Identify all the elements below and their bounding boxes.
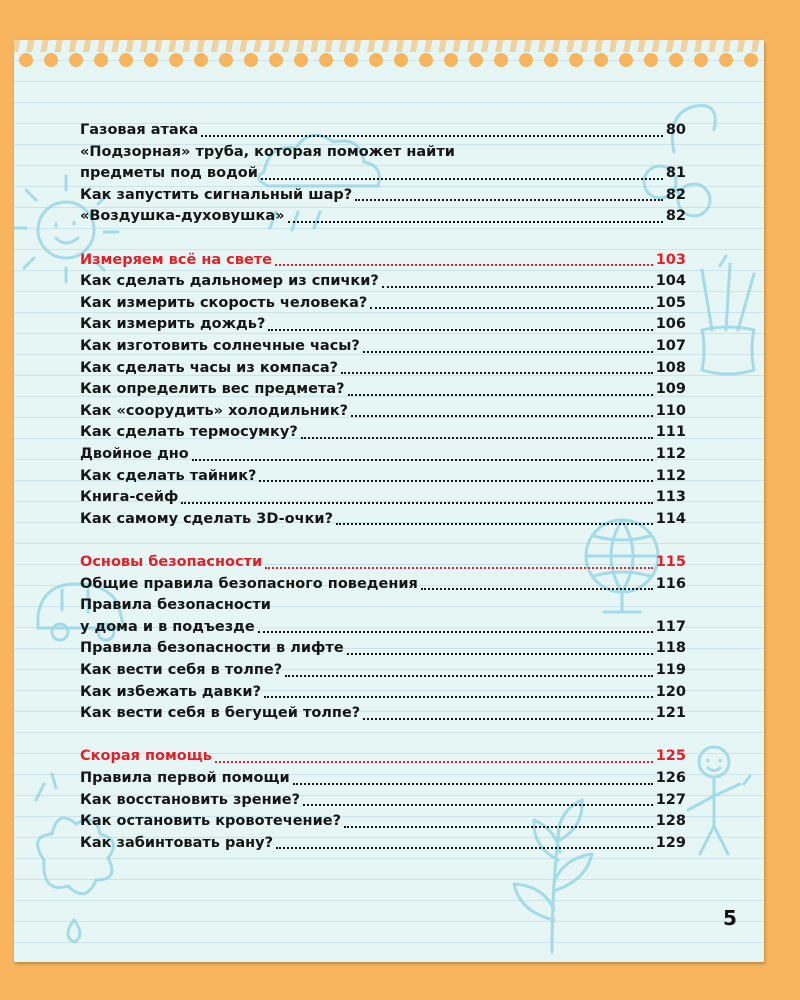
toc-leader-dots [276, 847, 653, 849]
toc-entry-page: 117 [655, 618, 686, 635]
toc-entry-page: 119 [655, 662, 686, 678]
toc-leader-dots [370, 307, 652, 309]
toc-leader-dots [293, 783, 653, 785]
toc-entry-title: Как сделать тайник? [80, 467, 257, 484]
toc-entry-title: «Воздушка-духовушка» [80, 208, 285, 225]
toc-leader-dots [268, 329, 652, 331]
toc-entry-title: Газовая атака [80, 122, 199, 138]
toc-leader-dots [275, 264, 653, 266]
toc-entry-title: Как вести себя в толпе? [80, 662, 283, 678]
toc-entry-page: 104 [655, 273, 686, 290]
toc-entry-page: 105 [655, 294, 686, 311]
toc-entry[interactable] [80, 790, 686, 811]
toc-leader-dots [421, 588, 653, 590]
toc-entry[interactable] [80, 509, 686, 530]
toc-section-title: Основы безопасности [80, 554, 263, 570]
toc-entry-title: Общие правила безопасного поведения [80, 575, 418, 592]
toc-leader-dots [336, 523, 653, 525]
toc-section-heading[interactable] [80, 250, 686, 271]
toc-section-title: Скорая помощь [80, 748, 212, 765]
toc-entry-page: 116 [655, 575, 686, 592]
toc-entry[interactable] [80, 314, 686, 335]
toc-leader-dots [303, 804, 653, 806]
toc-entry-page: 113 [655, 489, 686, 506]
toc-entry-page: 120 [655, 683, 686, 700]
toc-entry-page: 118 [655, 640, 686, 657]
toc-entry-title: Как сделать дальномер из спички? [80, 273, 379, 290]
toc-leader-dots [181, 502, 652, 504]
toc-leader-dots [347, 653, 653, 655]
toc-entry[interactable] [80, 120, 686, 141]
toc-entry[interactable] [80, 703, 686, 724]
toc-entry-page: 110 [655, 402, 686, 419]
toc-entry-page: 82 [665, 186, 686, 203]
toc-entry-page: 121 [655, 705, 686, 722]
toc-entry[interactable] [80, 185, 686, 206]
notebook-page [14, 40, 764, 962]
toc-entry[interactable] [80, 206, 686, 227]
toc-entry-title: Правила безопасности в лифте [80, 640, 344, 657]
toc-entry-page: 112 [655, 446, 686, 462]
toc-entry-title: Как измерить скорость человека? [80, 294, 368, 311]
toc-entry[interactable] [80, 617, 686, 638]
page-number: 5 [723, 906, 737, 930]
toc-entry-title: «Подзорная» труба, которая поможет найти [80, 143, 455, 160]
toc-entry-page: 109 [655, 381, 686, 398]
toc-leader-dots [348, 394, 653, 396]
toc-section-title: Измеряем всё на свете [80, 251, 273, 268]
toc-entry[interactable] [80, 574, 686, 595]
toc-entry-title: Книга-сейф [80, 489, 179, 506]
toc-entry[interactable] [80, 595, 686, 616]
pencil-cup-doodle-icon [702, 256, 754, 374]
toc-entry[interactable] [80, 682, 686, 703]
toc-entry[interactable] [80, 466, 686, 487]
toc-entry[interactable] [80, 336, 686, 357]
toc-leader-dots [264, 696, 653, 698]
toc-entry[interactable] [80, 638, 686, 659]
toc-entry-title: Как забинтовать рану? [80, 834, 274, 851]
toc-entry-title: Как самому сделать 3D-очки? [80, 510, 333, 527]
toc-entry-page: 107 [655, 338, 686, 354]
toc-entry-page: 111 [655, 424, 686, 441]
toc-section-heading[interactable] [80, 552, 686, 573]
toc-entry-page: 81 [665, 165, 686, 182]
toc-entry-page: 129 [655, 834, 686, 851]
toc-entry-page: 112 [655, 467, 686, 484]
toc-entry-title: Как остановить кровотечение? [80, 813, 341, 830]
toc-leader-dots [351, 415, 653, 417]
toc-leader-dots [261, 178, 663, 180]
toc-entry-title: Как вести себя в бегущей толпе? [80, 705, 361, 722]
toc-entry[interactable] [80, 401, 686, 422]
toc-entry-title: Как восстановить зрение? [80, 791, 301, 808]
toc-leader-dots [215, 761, 653, 763]
toc-entry[interactable] [80, 487, 686, 508]
toc-section-heading[interactable] [80, 746, 686, 767]
toc-leader-dots [341, 372, 653, 374]
toc-entry-title: Как измерить дождь? [80, 316, 266, 333]
toc-entry[interactable] [80, 271, 686, 292]
toc-entry[interactable] [80, 768, 686, 789]
toc-entry-title: Как сделать термосумку? [80, 424, 298, 441]
toc-section-page: 115 [655, 554, 686, 570]
toc-entry-title: Правила первой помощи [80, 770, 290, 786]
toc-entry[interactable] [80, 163, 686, 184]
toc-entry-page: 106 [655, 316, 686, 333]
toc-leader-dots [265, 567, 653, 569]
toc-entry-title: предметы под водой [80, 165, 258, 182]
toc-leader-dots [259, 480, 652, 482]
toc-entry-title: Двойное дно [80, 446, 189, 462]
toc-entry-page: 127 [655, 791, 686, 808]
toc-leader-dots [355, 199, 663, 201]
toc-leader-dots [288, 221, 663, 223]
toc-entry-page: 126 [655, 770, 686, 786]
toc-entry[interactable] [80, 379, 686, 400]
stick-figure-doodle-icon [688, 747, 750, 854]
toc-section-page: 103 [655, 251, 686, 268]
toc-entry-title: Как запустить сигнальный шар? [80, 186, 353, 203]
toc-entry-title: у дома и в подъезде [80, 618, 255, 635]
toc-leader-dots [363, 351, 653, 353]
toc-entry-title: Правила безопасности [80, 597, 271, 614]
toc-entry[interactable] [80, 811, 686, 832]
toc-entry-title: Как «соорудить» холодильник? [80, 402, 349, 419]
toc-leader-dots [192, 459, 653, 461]
toc-entry-title: Как избежать давки? [80, 683, 261, 700]
toc-leader-dots [301, 437, 653, 439]
toc-leader-dots [201, 135, 662, 137]
toc-entry[interactable] [80, 660, 686, 681]
toc-entry[interactable] [80, 833, 686, 854]
toc-entry-page: 80 [665, 122, 686, 138]
toc-entry[interactable] [80, 358, 686, 379]
toc-leader-dots [344, 826, 653, 828]
toc-leader-dots [382, 286, 653, 288]
toc-entry[interactable] [80, 422, 686, 443]
toc-entry[interactable] [80, 142, 686, 163]
toc-entry-title: Как изготовить солнечные часы? [80, 338, 360, 354]
toc-leader-dots [258, 631, 653, 633]
toc-leader-dots [363, 718, 653, 720]
toc-entry-page: 128 [655, 813, 686, 830]
toc-entry-page: 108 [655, 359, 686, 376]
toc-entry[interactable] [80, 444, 686, 465]
toc-entry-title: Как сделать часы из компаса? [80, 359, 339, 376]
toc-entry-page: 82 [665, 208, 686, 225]
toc-entry[interactable] [80, 293, 686, 314]
toc-section-page: 125 [655, 748, 686, 765]
toc-leader-dots [285, 675, 653, 677]
toc-entry-page: 114 [655, 510, 686, 527]
toc-entry-title: Как определить вес предмета? [80, 381, 345, 398]
